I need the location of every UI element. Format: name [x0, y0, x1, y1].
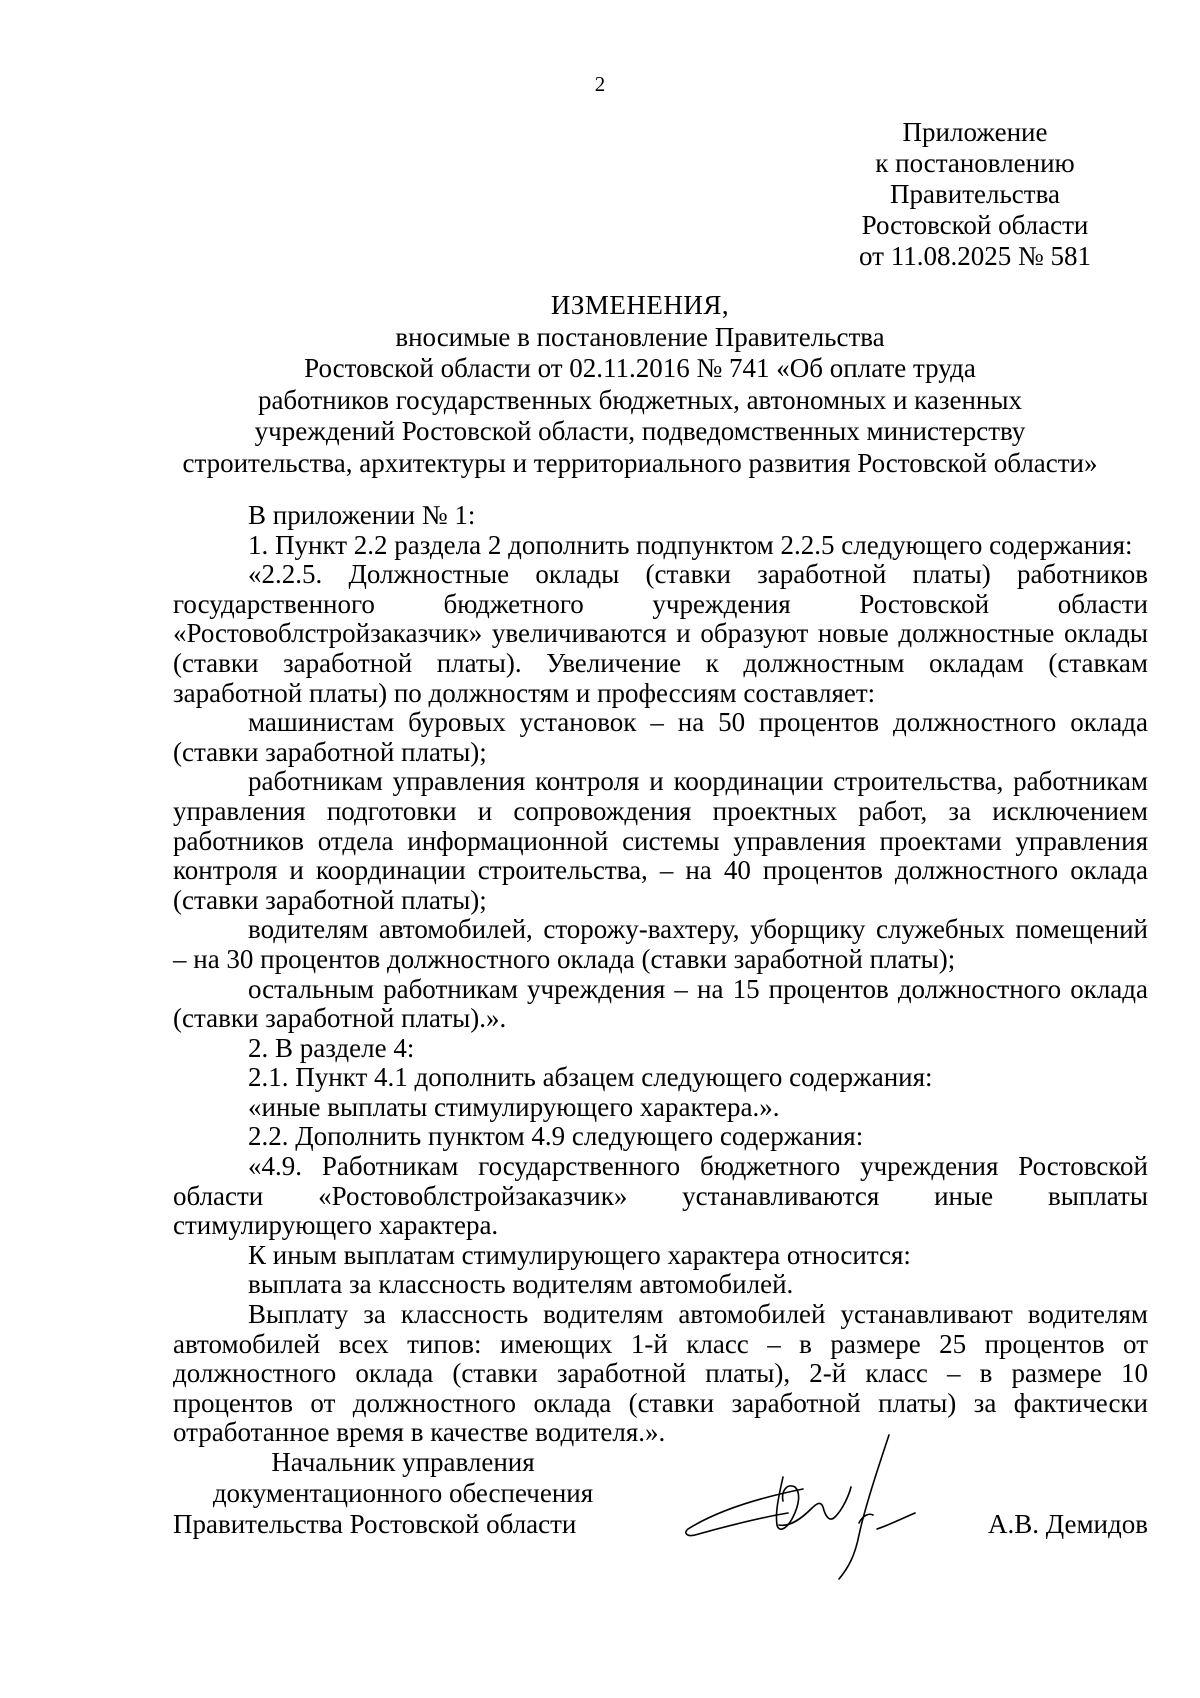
position-line: документационного обеспечения	[212, 1478, 594, 1508]
paragraph: «иные выплаты стимулирующего характера.».	[248, 1091, 780, 1122]
handwritten-signature-icon	[683, 1417, 963, 1587]
paragraph: 2.2. Дополнить пунктом 4.9 следующего содержания:	[248, 1121, 864, 1152]
paragraph: 2. В разделе 4:	[248, 1032, 415, 1063]
paragraph: машинистам буровых установок – на 50 процентов должностного оклада (ставки заработной платы);	[173, 707, 1148, 767]
appendix-line: Правительства	[890, 179, 1060, 209]
appendix-line: Приложение	[902, 117, 1048, 147]
document-body	[173, 501, 1148, 1448]
appendix-line: к постановлению	[875, 148, 1075, 178]
position-line: Начальник управления	[271, 1447, 535, 1477]
paragraph: 2.1. Пункт 4.1 дополнить абзацем следующего содержания:	[248, 1062, 933, 1093]
paragraph: «4.9. Работникам государственного бюджетного учреждения Ростовской области «Ростовоблстройзаказчик» устанавливаются иные выплаты стимулирующего характера.	[173, 1151, 1148, 1241]
appendix-line: от 11.08.2025 № 581	[859, 241, 1091, 271]
page-number: 2	[594, 72, 606, 96]
paragraph: выплата за классность водителям автомобилей.	[248, 1269, 794, 1300]
heading-line: строительства, архитектуры и территориального развития Ростовской области»	[182, 447, 1098, 478]
heading-line: учреждений Ростовской области, подведомственных министерству	[254, 416, 1026, 446]
appendix-header	[840, 117, 1110, 272]
document-heading	[160, 290, 1120, 479]
appendix-line: Ростовской области	[861, 210, 1089, 240]
heading-line: работников государственных бюджетных, автономных и казенных	[257, 384, 1023, 415]
heading-line: вносимые в постановление Правительства	[395, 321, 885, 352]
signatory-name: А.В. Демидов	[987, 1509, 1148, 1539]
signatory-position	[173, 1447, 633, 1540]
paragraph: остальным работникам учреждения – на 15 процентов должностного оклада (ставки заработной платы).».	[173, 973, 1148, 1034]
paragraph: В приложении № 1:	[248, 500, 476, 530]
paragraph: 1. Пункт 2.2 раздела 2 дополнить подпунктом 2.2.5 следующего содержания:	[248, 529, 1133, 560]
position-line: Правительства Ростовской области	[173, 1509, 577, 1539]
paragraph: работникам управления контроля и координации строительства, работникам управления подготовки и сопровождения проектных работ, за исключением работников отдела информационной системы управления проектами управления контроля и координации строительства, – на 40 процентов должностного оклада (ставки заработной платы);	[173, 766, 1148, 915]
heading-line: Ростовской области от 02.11.2016 № 741 «Об оплате труда	[304, 353, 976, 383]
paragraph: Выплату за классность водителям автомобилей устанавливают водителям автомобилей всех типов: имеющих 1-й класс – в размере 25 процентов от должностного оклада (ставки заработной платы), 2-й класс – в размере 10 процентов от должностного оклада (ставки заработной платы) за фактически отработанное время в качестве водителя.».	[173, 1299, 1148, 1448]
paragraph: водителям автомобилей, сторожу-вахтеру, уборщику служебных помещений – на 30 процентов должностного оклада (ставки заработной платы);	[173, 914, 1148, 974]
paragraph: К иным выплатам стимулирующего характера относится:	[248, 1239, 911, 1270]
document-title: ИЗМЕНЕНИЯ,	[550, 290, 730, 320]
signature-block	[173, 1447, 1148, 1597]
paragraph: «2.2.5. Должностные оклады (ставки заработной платы) работников государственного бюджетного учреждения Ростовской области «Ростовоблстройзаказчик» увеличиваются и образуют новые должностные оклады (ставки заработной платы). Увеличение к должностным окладам (ставкам заработной платы) по должностям и профессиям составляет:	[173, 559, 1148, 708]
